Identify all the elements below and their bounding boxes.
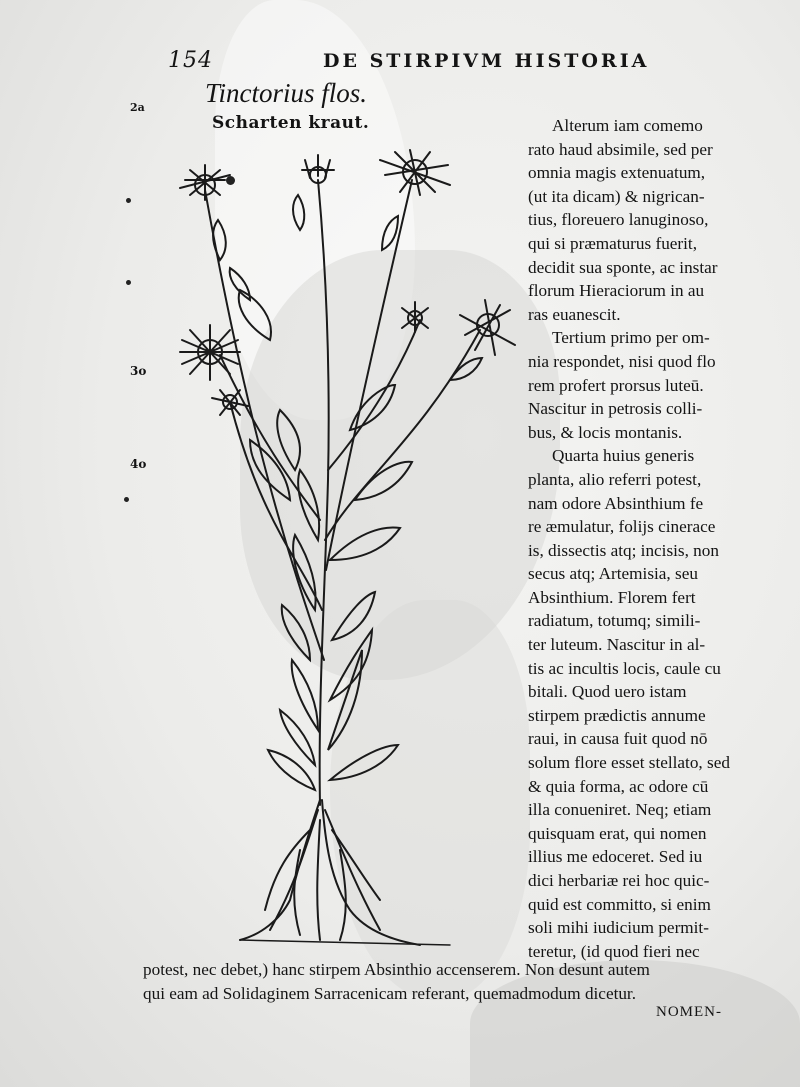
- text-line: Tertium primo per om-: [552, 328, 710, 348]
- text-line: solum flore esset stellato, sed: [528, 753, 730, 773]
- text-line: ter luteum. Nascitur in al-: [528, 635, 706, 655]
- bottom-text: [143, 958, 793, 1005]
- text-line: bitali. Quod uero istam: [528, 682, 687, 702]
- text-line: nia respondet, nisi quod flo: [528, 351, 716, 371]
- text-line: tius, floreuero lanuginoso,: [528, 210, 709, 230]
- text-line: re æmulatur, folijs cinerace: [528, 517, 716, 537]
- ink-spot: [126, 280, 131, 285]
- text-column: [528, 114, 792, 963]
- text-line: qui si præmaturus fuerit,: [528, 233, 697, 253]
- text-line: illa conueniret. Neq; etiam: [528, 800, 712, 820]
- text-line: qui eam ad Solidaginem Sarracenicam referant, quemadmodum dicetur.: [143, 983, 637, 1003]
- plant-title-german: Scharten kraut.: [212, 113, 370, 133]
- text-line: Absinthium. Florem fert: [528, 587, 696, 607]
- text-line: & quia forma, ac odore cū: [528, 776, 709, 796]
- margin-mark: 3o: [130, 364, 147, 378]
- text-line: soli mihi iudicium permit-: [528, 918, 709, 938]
- page-header: [150, 46, 790, 76]
- ink-spot: [124, 497, 129, 502]
- text-line: quisquam erat, qui nomen: [528, 823, 707, 843]
- text-line: florum Hieraciorum in au: [528, 281, 705, 301]
- text-line: (ut ita dicam) & nigrican-: [528, 186, 705, 206]
- text-line: illius me edoceret. Sed iu: [528, 847, 703, 867]
- text-line: nam odore Absinthium fe: [528, 493, 704, 513]
- text-line: potest, nec debet,) hanc stirpem Absinthio accenserem. Non desunt autem: [143, 960, 650, 979]
- ink-spot: [126, 198, 131, 203]
- text-line: teretur, (id quod fieri nec: [528, 941, 700, 961]
- text-line: rato haud absimile, sed per: [528, 139, 713, 159]
- text-line: is, dissectis atq; incisis, non: [528, 540, 719, 560]
- text-line: raui, in causa fuit quod nō: [528, 729, 708, 749]
- woodcut-plant-illustration: [150, 140, 530, 960]
- text-line: decidit sua sponte, ac instar: [528, 257, 718, 277]
- catchword: NOMEN-: [656, 1004, 722, 1020]
- margin-mark: 4o: [130, 457, 147, 471]
- text-line: Nascitur in petrosis colli-: [528, 399, 703, 419]
- text-line: omnia magis extenuatum,: [528, 163, 706, 183]
- text-line: dici herbariæ rei hoc quic-: [528, 871, 710, 890]
- text-line: quid est committo, si enim: [528, 894, 711, 914]
- text-line: planta, alio referri potest,: [528, 469, 702, 489]
- text-line: Alterum iam comemo: [552, 116, 703, 135]
- text-line: secus atq; Artemisia, seu: [528, 564, 698, 584]
- text-line: stirpem prædictis annume: [528, 705, 706, 725]
- running-title: DE STIRPIVM HISTORIA: [323, 50, 650, 72]
- text-line: rem profert prorsus luteū.: [528, 375, 704, 395]
- text-line: tis ac incultis locis, caule cu: [528, 658, 721, 678]
- page-number: 154: [168, 48, 213, 73]
- text-line: ras euanescit.: [528, 304, 621, 324]
- text-line: radiatum, totumq; simili-: [528, 611, 701, 631]
- plant-title-latin: Tinctorius flos.: [205, 78, 368, 108]
- margin-mark: 2a: [130, 101, 145, 114]
- text-line: Quarta huius generis: [552, 446, 695, 466]
- text-line: bus, & locis montanis.: [528, 422, 683, 442]
